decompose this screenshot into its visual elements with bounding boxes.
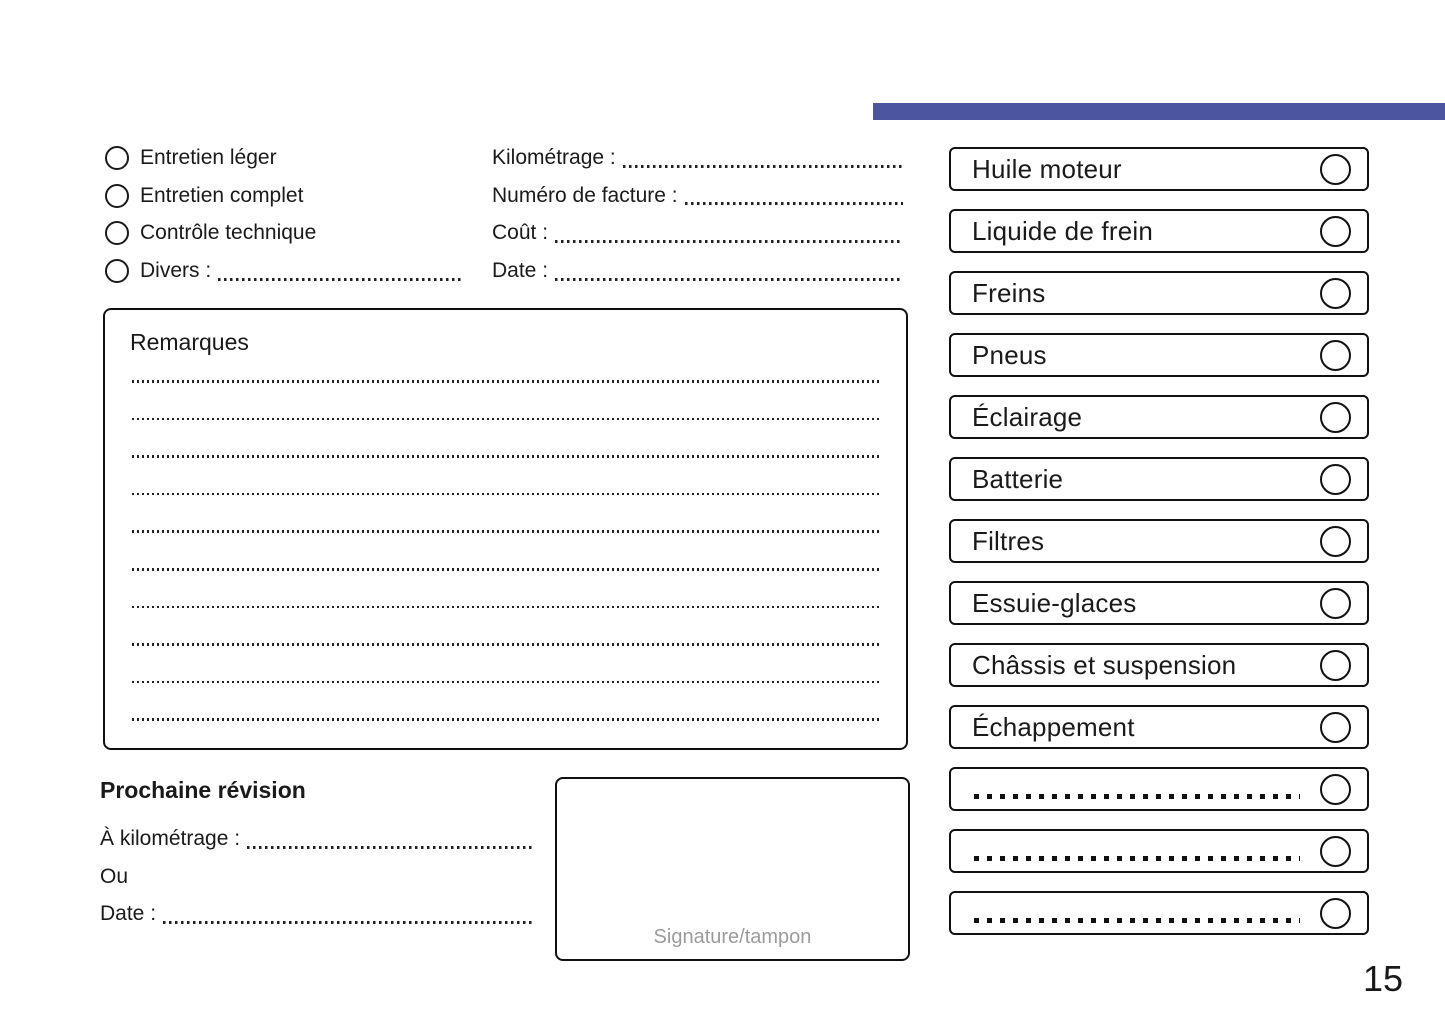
check-circle[interactable] xyxy=(1320,154,1351,185)
checklist xyxy=(949,147,1369,953)
field-row xyxy=(492,139,903,177)
ruled-line[interactable] xyxy=(132,646,882,684)
field-row xyxy=(100,858,533,896)
next-service-title: Prochaine révision xyxy=(100,777,306,803)
ruled-line[interactable] xyxy=(132,571,882,609)
radio-button[interactable] xyxy=(105,184,129,208)
page-number: 15 xyxy=(1363,958,1404,999)
signature-label: Signature/tampon xyxy=(653,926,812,948)
check-circle[interactable] xyxy=(1320,898,1351,929)
fill-in-line[interactable] xyxy=(974,918,1300,923)
checklist-item[interactable] xyxy=(949,457,1369,501)
check-circle[interactable] xyxy=(1320,712,1351,743)
fill-in-line[interactable] xyxy=(555,240,903,243)
checklist-item[interactable] xyxy=(949,395,1369,439)
service-option-row xyxy=(105,252,463,290)
remarks-lines xyxy=(132,345,882,721)
service-option-label: Entretien complet xyxy=(140,183,304,207)
field-row xyxy=(100,895,533,933)
field-label: Coût : xyxy=(492,221,549,245)
fill-in-line[interactable] xyxy=(247,846,533,849)
fill-in-line[interactable] xyxy=(218,278,463,281)
fill-in-line[interactable] xyxy=(974,856,1300,861)
check-circle[interactable] xyxy=(1320,216,1351,247)
checklist-item[interactable] xyxy=(949,209,1369,253)
check-circle[interactable] xyxy=(1320,588,1351,619)
checklist-item-label: Huile moteur xyxy=(972,153,1122,184)
field-label: Date : xyxy=(492,258,549,282)
ruled-line[interactable] xyxy=(132,608,882,646)
checklist-item[interactable] xyxy=(949,519,1369,563)
ruled-line[interactable] xyxy=(132,495,882,533)
service-option-label: Divers : xyxy=(140,258,212,282)
checklist-item[interactable] xyxy=(949,643,1369,687)
signature-box[interactable] xyxy=(555,777,910,961)
field-row xyxy=(100,820,533,858)
radio-button[interactable] xyxy=(105,146,129,170)
ruled-line[interactable] xyxy=(132,383,882,421)
ruled-line[interactable] xyxy=(132,420,882,458)
remarks-box xyxy=(103,308,908,750)
service-type-options xyxy=(105,139,463,290)
checklist-item-blank[interactable] xyxy=(949,829,1369,873)
fill-in-line[interactable] xyxy=(685,202,903,205)
invoice-fields xyxy=(492,139,903,290)
checklist-item-blank[interactable] xyxy=(949,891,1369,935)
checklist-item-label: Essuie-glaces xyxy=(972,587,1137,618)
field-row xyxy=(492,214,903,252)
check-circle[interactable] xyxy=(1320,340,1351,371)
accent-bar xyxy=(873,103,1445,120)
checklist-item-label: Pneus xyxy=(972,339,1047,370)
fill-in-line[interactable] xyxy=(555,278,903,281)
fill-in-line[interactable] xyxy=(974,794,1300,799)
checklist-item-label: Freins xyxy=(972,277,1046,308)
field-label: Kilométrage : xyxy=(492,145,616,169)
radio-button[interactable] xyxy=(105,221,129,245)
checklist-item[interactable] xyxy=(949,333,1369,377)
checklist-item-label: Liquide de frein xyxy=(972,215,1153,246)
checklist-item[interactable] xyxy=(949,147,1369,191)
field-label: À kilométrage : xyxy=(100,826,241,850)
checklist-item-label: Filtres xyxy=(972,525,1045,556)
check-circle[interactable] xyxy=(1320,774,1351,805)
service-option-label: Contrôle technique xyxy=(140,221,317,245)
service-option-row xyxy=(105,214,463,252)
checklist-item-blank[interactable] xyxy=(949,767,1369,811)
check-circle[interactable] xyxy=(1320,650,1351,681)
ruled-line[interactable] xyxy=(132,458,882,496)
checklist-item[interactable] xyxy=(949,271,1369,315)
field-label: Ou xyxy=(100,864,129,888)
remarks-title: Remarques xyxy=(130,329,249,355)
next-service-section xyxy=(100,777,533,933)
checklist-item-label: Éclairage xyxy=(972,401,1083,432)
field-row xyxy=(492,177,903,215)
checklist-item-label: Batterie xyxy=(972,463,1064,494)
checklist-item-label: Châssis et suspension xyxy=(972,649,1237,680)
check-circle[interactable] xyxy=(1320,836,1351,867)
ruled-line[interactable] xyxy=(132,683,882,721)
check-circle[interactable] xyxy=(1320,526,1351,557)
field-row xyxy=(492,252,903,290)
checklist-item-label: Échappement xyxy=(972,711,1135,742)
check-circle[interactable] xyxy=(1320,278,1351,309)
check-circle[interactable] xyxy=(1320,464,1351,495)
service-option-label: Entretien léger xyxy=(140,145,277,169)
field-label: Date : xyxy=(100,902,157,926)
ruled-line[interactable] xyxy=(132,345,882,383)
service-option-row xyxy=(105,177,463,215)
service-option-row xyxy=(105,139,463,177)
field-label: Numéro de facture : xyxy=(492,183,678,207)
check-circle[interactable] xyxy=(1320,402,1351,433)
checklist-item[interactable] xyxy=(949,581,1369,625)
checklist-item[interactable] xyxy=(949,705,1369,749)
radio-button[interactable] xyxy=(105,259,129,283)
ruled-line[interactable] xyxy=(132,533,882,571)
fill-in-line[interactable] xyxy=(623,165,903,168)
fill-in-line[interactable] xyxy=(163,921,533,924)
